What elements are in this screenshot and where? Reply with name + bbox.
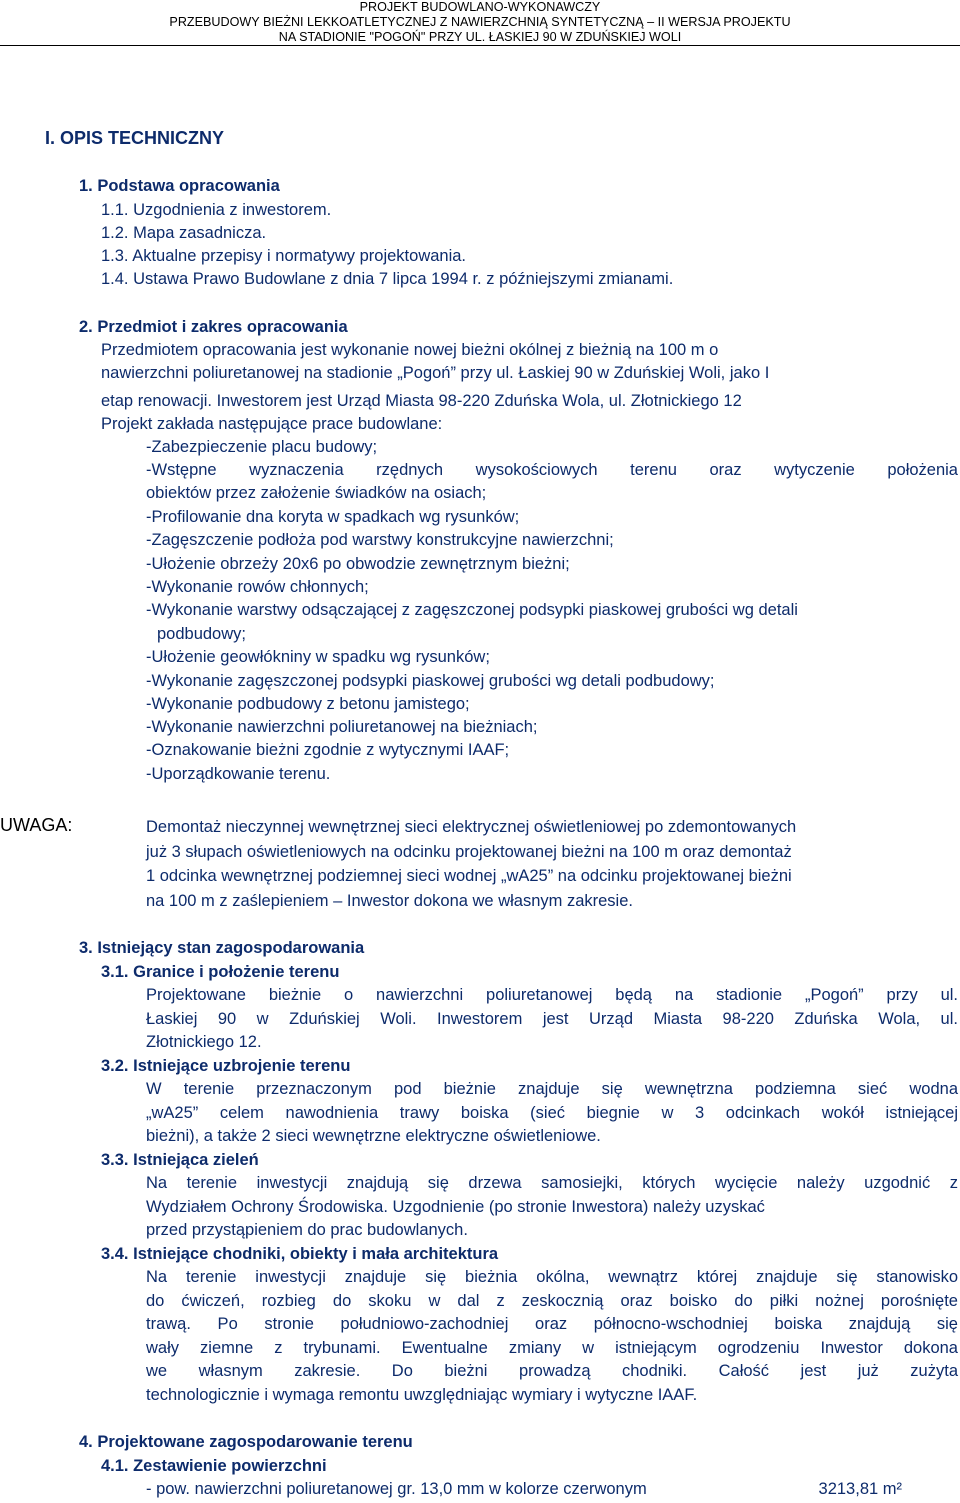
- work-item: obiektów przez założenie świadków na osiach;: [146, 484, 487, 502]
- area-label: - pow. nawierzchni poliuretanowej gr. 13,0 mm w kolorze czerwonym: [146, 1480, 647, 1498]
- paragraph-line: we własnym zakresie. Do bieżni prowadzą chodniki. Całość jest już zużyta: [146, 1362, 958, 1380]
- section-4-heading: 4. Projektowane zagospodarowanie terenu: [79, 1433, 413, 1451]
- note-label: UWAGA:: [0, 815, 73, 835]
- work-item: -Profilowanie dna koryta w spadkach wg rysunków;: [146, 508, 520, 526]
- paragraph-line: Wydziałem Ochrony Środowiska. Uzgodnienie (po stronie Inwestora) należy uzyskać: [146, 1198, 765, 1216]
- paragraph-line: Na terenie inwestycji znajdują się drzewa samosiejki, których wycięcie należy uzgodnić z: [146, 1174, 958, 1192]
- list-item: 1.1. Uzgodnienia z inwestorem.: [101, 201, 332, 219]
- subsection-3-3-heading: 3.3. Istniejąca zieleń: [101, 1151, 259, 1169]
- note-line: 1 odcinka wewnętrznej podziemnej sieci wodnej „wA25” na odcinku projektowanej bieżni: [146, 867, 792, 885]
- note-line: na 100 m z zaślepieniem – Inwestor dokona we własnym zakresie.: [146, 892, 633, 910]
- work-item: -Wykonanie podbudowy z betonu jamistego;: [146, 695, 470, 713]
- paragraph-line: Przedmiotem opracowania jest wykonanie nowej bieżni okólnej z bieżnią na 100 m o: [101, 341, 719, 359]
- paragraph-line: Łaskiej 90 w Zduńskiej Woli. Inwestorem jest Urząd Miasta 98-220 Zduńska Wola, ul.: [146, 1010, 958, 1028]
- paragraph-line: Na terenie inwestycji znajduje się bieżnia okólna, wewnątrz której znajduje się stanowisko: [146, 1268, 958, 1286]
- subsection-3-4-heading: 3.4. Istniejące chodniki, obiekty i mała architektura: [101, 1245, 499, 1263]
- header-line-3: NA STADIONIE "POGOŃ" PRZY UL. ŁASKIEJ 90 W ZDUŃSKIEJ WOLI: [0, 30, 960, 46]
- paragraph-line: etap renowacji. Inwestorem jest Urząd Miasta 98-220 Zduńska Wola, ul. Złotnickiego 12: [101, 392, 742, 410]
- work-item: -Wykonanie warstwy odsączającej z zagęszczonej podsypki piaskowej grubości wg detali: [146, 601, 798, 619]
- section-3-heading: 3. Istniejący stan zagospodarowania: [79, 939, 365, 957]
- work-item: -Wykonanie nawierzchni poliuretanowej na bieżniach;: [146, 718, 538, 736]
- paragraph-line: Projektowane bieżnie o nawierzchni poliuretanowej będą na stadionie „Pogoń” przy ul.: [146, 986, 958, 1004]
- page-title: I. OPIS TECHNICZNY: [45, 128, 225, 148]
- paragraph-line: do ćwiczeń, rozbieg do skoku w dal z zeskocznią oraz boisko do piłki nożnej porośnięte: [146, 1292, 958, 1310]
- work-item: -Zabezpieczenie placu budowy;: [146, 438, 378, 456]
- work-item: -Wstępne wyznaczenia rzędnych wysokościowych terenu oraz wytyczenie położenia: [146, 461, 958, 479]
- paragraph-line: bieżni), a także 2 sieci wewnętrzne elektryczne oświetleniowe.: [146, 1127, 601, 1145]
- section-2-heading: 2. Przedmiot i zakres opracowania: [79, 318, 348, 336]
- paragraph-line: Projekt zakłada następujące prace budowlane:: [101, 415, 443, 433]
- section-1-heading: 1. Podstawa opracowania: [79, 177, 280, 195]
- subsection-3-2-heading: 3.2. Istniejące uzbrojenie terenu: [101, 1057, 351, 1075]
- area-summary-row: [146, 1478, 902, 1501]
- paragraph-line: W terenie przeznaczonym pod bieżnie znajduje się wewnętrzna podziemna sieć wodna: [146, 1080, 958, 1098]
- header-line-1: PROJEKT BUDOWLANO-WYKONAWCZY: [359, 0, 601, 14]
- paragraph-line: przed przystąpieniem do prac budowlanych.: [146, 1221, 468, 1239]
- list-item: 1.2. Mapa zasadnicza.: [101, 224, 267, 242]
- work-item: -Uporządkowanie terenu.: [146, 765, 331, 783]
- paragraph-line: Złotnickiego 12.: [146, 1033, 262, 1051]
- header-line-2: PRZEBUDOWY BIEŻNI LEKKOATLETYCZNEJ Z NAWIERZCHNIĄ SYNTETYCZNĄ – II WERSJA PROJEKTU: [169, 15, 791, 29]
- paragraph-line: technologicznie i wymaga remontu uwzględniając wymiary i wytyczne IAAF.: [146, 1386, 698, 1404]
- area-value: 3213,81 m²: [818, 1480, 902, 1498]
- work-item: -Wykonanie zagęszczonej podsypki piaskowej grubości wg detali podbudowy;: [146, 672, 715, 690]
- work-item: podbudowy;: [157, 625, 246, 643]
- paragraph-line: wały ziemne z trybunami. Ewentualne zmiany w istniejącym ogrodzeniu Inwestor dokona: [146, 1339, 958, 1357]
- work-item: -Zagęszczenie podłoża pod warstwy konstrukcyjne nawierzchni;: [146, 531, 614, 549]
- document-header: [0, 0, 960, 46]
- note-line: Demontaż nieczynnej wewnętrznej sieci elektrycznej oświetleniowej po zdemontowanych: [146, 818, 797, 836]
- paragraph-line: nawierzchni poliuretanowej na stadionie „Pogoń” przy ul. Łaskiej 90 w Zduńskiej Woli, jako I: [101, 364, 770, 382]
- work-item: -Oznakowanie bieżni zgodnie z wytycznymi IAAF;: [146, 741, 510, 759]
- paragraph-line: „wA25” celem nawodnienia trawy boiska (sieć biegnie w 3 odcinkach wokół istniejącej: [146, 1104, 958, 1122]
- paragraph-line: trawą. Po stronie południowo-zachodniej oraz północno-wschodniej boiska znajdują się: [146, 1315, 958, 1333]
- list-item: 1.3. Aktualne przepisy i normatywy projektowania.: [101, 247, 467, 265]
- work-item: -Ułożenie geowłókniny w spadku wg rysunków;: [146, 648, 490, 666]
- subsection-3-1-heading: 3.1. Granice i położenie terenu: [101, 963, 340, 981]
- list-item: 1.4. Ustawa Prawo Budowlane z dnia 7 lipca 1994 r. z późniejszymi zmianami.: [101, 270, 674, 288]
- subsection-4-1-heading: 4.1. Zestawienie powierzchni: [101, 1457, 327, 1475]
- work-item: -Wykonanie rowów chłonnych;: [146, 578, 369, 596]
- work-item: -Ułożenie obrzeży 20x6 po obwodzie zewnętrznym bieżni;: [146, 555, 570, 573]
- note-line: już 3 słupach oświetleniowych na odcinku projektowanej bieżni na 100 m oraz demontaż: [146, 843, 792, 861]
